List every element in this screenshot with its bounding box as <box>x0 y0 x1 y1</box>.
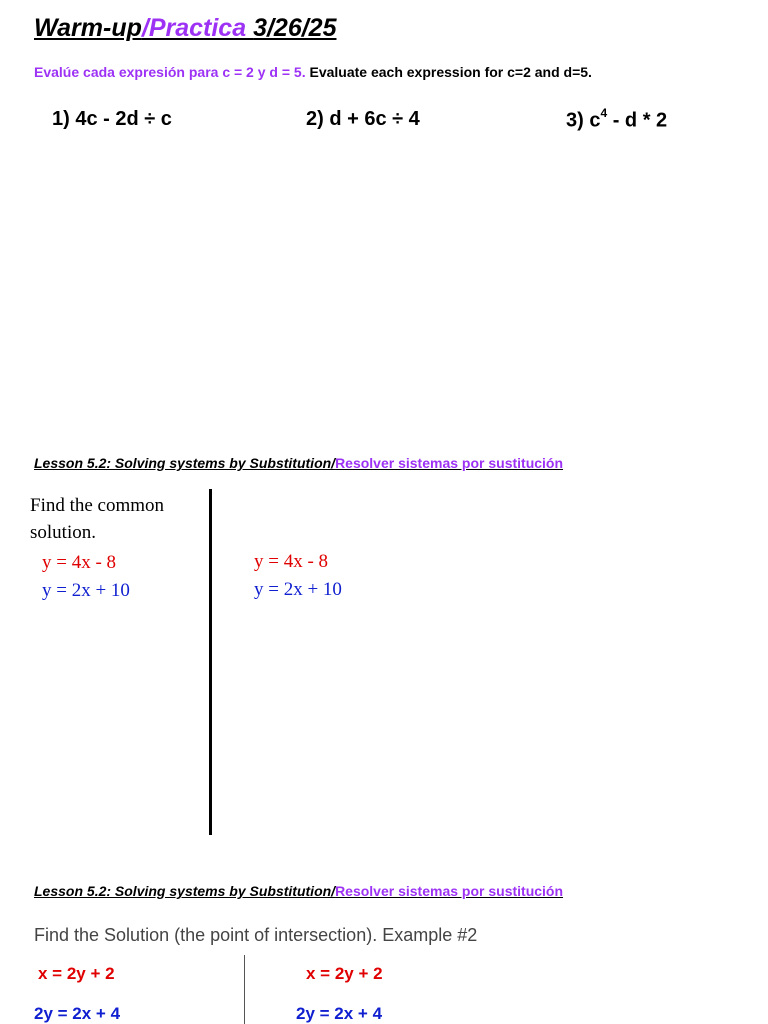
lesson-2-prompt: Find the Solution (the point of intersection). Example #2 <box>34 925 478 945</box>
problem-2: 2) d + 6c ÷ 4 <box>306 108 420 130</box>
title-warmup: Warm-up <box>34 14 142 42</box>
lesson-1-prompt: Find the common solution. <box>30 495 165 543</box>
instruction-english: Evaluate each expression for c=2 and d=5. <box>309 64 592 80</box>
problem-3-rest: - d * 2 <box>607 109 668 132</box>
problem-3 <box>566 108 667 133</box>
problem-3-base: 3) c <box>566 109 601 132</box>
lesson-2-heading-es: Resolver sistemas por sustitución <box>335 883 564 899</box>
column-divider-2 <box>244 955 245 1024</box>
title-date: 3/26/25 <box>253 14 337 42</box>
example2-right-equation-1: x = 2y + 2 <box>306 964 383 983</box>
lesson-2-heading <box>34 883 563 899</box>
left-equation-1: y = 4x - 8 <box>42 552 117 573</box>
warmup-title <box>34 14 336 43</box>
warmup-instruction <box>34 64 592 80</box>
instruction-spanish: Evalúe cada expresión para c = 2 y d = 5. <box>34 64 310 80</box>
problem-3-exponent: 4 <box>600 106 608 120</box>
lesson-1-heading <box>34 455 563 471</box>
column-divider-1 <box>209 489 212 835</box>
title-practica: /Practica <box>141 14 254 42</box>
lesson-2-heading-en: Lesson 5.2: Solving systems by Substitution/ <box>34 883 336 899</box>
left-equation-2: y = 2x + 10 <box>42 580 130 601</box>
problem-1: 1) 4c - 2d ÷ c <box>52 108 172 130</box>
example2-right-equation-2: 2y = 2x + 4 <box>296 1004 383 1023</box>
right-equation-1: y = 4x - 8 <box>254 551 329 572</box>
right-equation-2: y = 2x + 10 <box>254 579 342 600</box>
example2-left-equation-2: 2y = 2x + 4 <box>34 1004 121 1023</box>
example2-left-equation-1: x = 2y + 2 <box>38 964 115 983</box>
lesson-1-heading-es: Resolver sistemas por sustitución <box>335 455 564 471</box>
lesson-1-heading-en: Lesson 5.2: Solving systems by Substitution/ <box>34 455 336 471</box>
